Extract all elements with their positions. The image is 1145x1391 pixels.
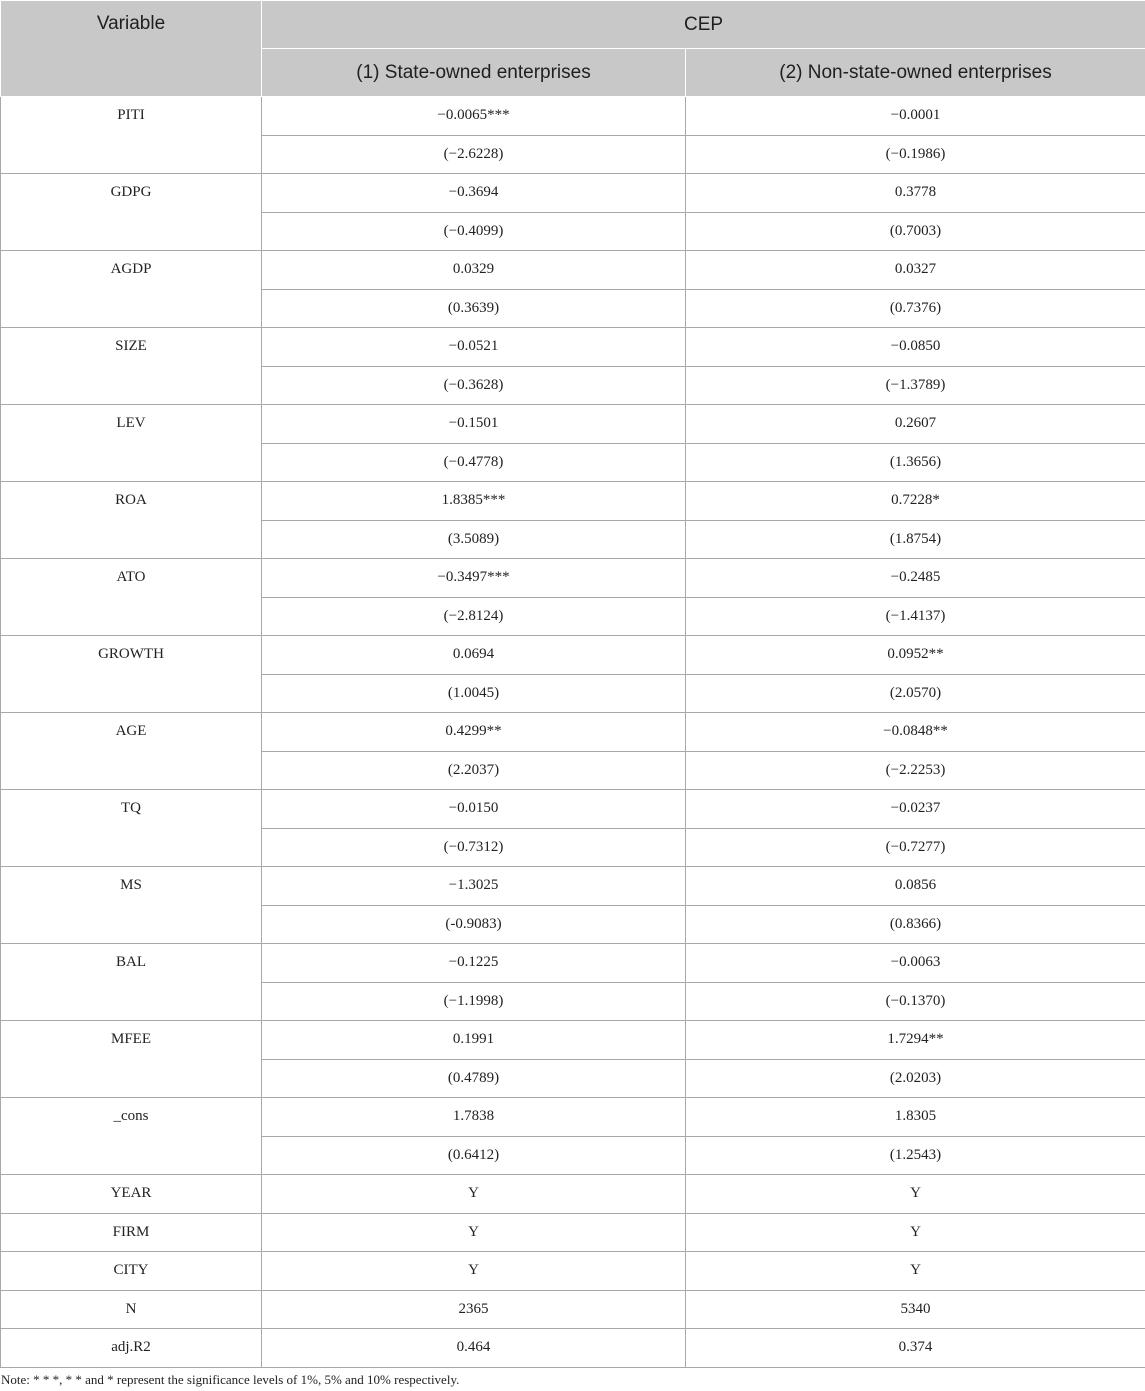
table-row — [1, 1175, 1145, 1214]
coefficient-state-owned: −0.0150 — [262, 790, 686, 829]
t-stat-state-owned: (−1.1998) — [262, 982, 686, 1021]
t-stat-non-state-owned: (0.7376) — [686, 289, 1145, 328]
variable-name: MFEE — [1, 1021, 262, 1098]
table-note: Note: * * *, * * and * represent the significance levels of 1%, 5% and 10% respectively. — [1, 1372, 460, 1387]
t-stat-state-owned: (−0.3628) — [262, 366, 686, 405]
table-row — [1, 97, 1145, 136]
table-row — [1, 1021, 1145, 1060]
variable-name: MS — [1, 867, 262, 944]
coefficient-state-owned: −0.0521 — [262, 328, 686, 367]
value-state-owned: 2365 — [262, 1290, 686, 1329]
t-stat-non-state-owned: (0.8366) — [686, 905, 1145, 944]
t-stat-non-state-owned: (−2.2253) — [686, 751, 1145, 790]
variable-name: PITI — [1, 97, 262, 174]
table-row — [1, 1252, 1145, 1291]
coefficient-state-owned: 1.8385*** — [262, 482, 686, 521]
variable-name: TQ — [1, 790, 262, 867]
coefficient-state-owned: 1.7838 — [262, 1098, 686, 1137]
variable-name: adj.R2 — [1, 1329, 262, 1368]
t-stat-non-state-owned: (0.7003) — [686, 212, 1145, 251]
value-non-state-owned: Y — [686, 1213, 1145, 1252]
value-non-state-owned: 5340 — [686, 1290, 1145, 1329]
header-col-non-state-owned: (2) Non-state-owned enterprises — [686, 49, 1145, 97]
t-stat-non-state-owned: (−1.3789) — [686, 366, 1145, 405]
table-row — [1, 482, 1145, 521]
coefficient-non-state-owned: −0.0063 — [686, 944, 1145, 983]
table-row — [1, 559, 1145, 598]
t-stat-non-state-owned: (2.0570) — [686, 674, 1145, 713]
coefficient-non-state-owned: 0.2607 — [686, 405, 1145, 444]
coefficient-state-owned: −0.0065*** — [262, 97, 686, 136]
t-stat-state-owned: (3.5089) — [262, 520, 686, 559]
table-row — [1, 713, 1145, 752]
coefficient-state-owned: −0.3497*** — [262, 559, 686, 598]
t-stat-state-owned: (0.6412) — [262, 1136, 686, 1175]
coefficient-non-state-owned: 1.7294** — [686, 1021, 1145, 1060]
t-stat-state-owned: (−2.8124) — [262, 597, 686, 636]
t-stat-state-owned: (0.3639) — [262, 289, 686, 328]
variable-name: AGE — [1, 713, 262, 790]
coefficient-state-owned: −0.1225 — [262, 944, 686, 983]
t-stat-state-owned: (2.2037) — [262, 751, 686, 790]
variable-name: _cons — [1, 1098, 262, 1175]
coefficient-state-owned: 0.1991 — [262, 1021, 686, 1060]
coefficient-state-owned: −1.3025 — [262, 867, 686, 906]
t-stat-state-owned: (0.4789) — [262, 1059, 686, 1098]
t-stat-non-state-owned: (1.8754) — [686, 520, 1145, 559]
header-col-state-owned: (1) State-owned enterprises — [262, 49, 686, 97]
coefficient-state-owned: 0.0694 — [262, 636, 686, 675]
coefficient-state-owned: 0.0329 — [262, 251, 686, 290]
table-row — [1, 790, 1145, 829]
coefficient-non-state-owned: 0.0856 — [686, 867, 1145, 906]
value-state-owned: Y — [262, 1252, 686, 1291]
t-stat-non-state-owned: (1.2543) — [686, 1136, 1145, 1175]
variable-name: AGDP — [1, 251, 262, 328]
t-stat-state-owned: (1.0045) — [262, 674, 686, 713]
t-stat-state-owned: (−0.4778) — [262, 443, 686, 482]
table-row — [1, 328, 1145, 367]
coefficient-state-owned: 0.4299** — [262, 713, 686, 752]
t-stat-non-state-owned: (1.3656) — [686, 443, 1145, 482]
variable-name: ROA — [1, 482, 262, 559]
coefficient-non-state-owned: −0.0237 — [686, 790, 1145, 829]
coefficient-non-state-owned: −0.0850 — [686, 328, 1145, 367]
t-stat-non-state-owned: (−0.1986) — [686, 135, 1145, 174]
variable-name: YEAR — [1, 1175, 262, 1214]
t-stat-state-owned: (−0.7312) — [262, 828, 686, 867]
coefficient-non-state-owned: −0.0848** — [686, 713, 1145, 752]
table-row — [1, 405, 1145, 444]
table-row — [1, 251, 1145, 290]
value-non-state-owned: Y — [686, 1175, 1145, 1214]
coefficient-non-state-owned: 0.0952** — [686, 636, 1145, 675]
table-row — [1, 1290, 1145, 1329]
t-stat-state-owned: (−0.4099) — [262, 212, 686, 251]
coefficient-non-state-owned: 0.0327 — [686, 251, 1145, 290]
variable-name: FIRM — [1, 1213, 262, 1252]
variable-name: CITY — [1, 1252, 262, 1291]
coefficient-non-state-owned: −0.0001 — [686, 97, 1145, 136]
table-row — [1, 867, 1145, 906]
variable-name: N — [1, 1290, 262, 1329]
value-non-state-owned: 0.374 — [686, 1329, 1145, 1368]
variable-name: GROWTH — [1, 636, 262, 713]
table-row — [1, 636, 1145, 675]
value-state-owned: Y — [262, 1175, 686, 1214]
t-stat-state-owned: (−2.6228) — [262, 135, 686, 174]
t-stat-non-state-owned: (−0.7277) — [686, 828, 1145, 867]
header-group-cep: CEP — [262, 1, 1145, 49]
table-row — [1, 1329, 1145, 1368]
t-stat-non-state-owned: (2.0203) — [686, 1059, 1145, 1098]
coefficient-state-owned: −0.3694 — [262, 174, 686, 213]
coefficient-non-state-owned: 0.7228* — [686, 482, 1145, 521]
coefficient-state-owned: −0.1501 — [262, 405, 686, 444]
t-stat-non-state-owned: (−0.1370) — [686, 982, 1145, 1021]
variable-name: BAL — [1, 944, 262, 1021]
header-variable: Variable — [1, 1, 262, 97]
variable-name: ATO — [1, 559, 262, 636]
variable-name: GDPG — [1, 174, 262, 251]
variable-name: SIZE — [1, 328, 262, 405]
table-row — [1, 174, 1145, 213]
table-row — [1, 944, 1145, 983]
value-non-state-owned: Y — [686, 1252, 1145, 1291]
table-header — [1, 1, 1145, 97]
value-state-owned: Y — [262, 1213, 686, 1252]
variable-name: LEV — [1, 405, 262, 482]
coefficient-non-state-owned: 0.3778 — [686, 174, 1145, 213]
table-row — [1, 1213, 1145, 1252]
table-body — [1, 97, 1145, 1368]
value-state-owned: 0.464 — [262, 1329, 686, 1368]
table-row — [1, 1098, 1145, 1137]
t-stat-non-state-owned: (−1.4137) — [686, 597, 1145, 636]
t-stat-state-owned: (-0.9083) — [262, 905, 686, 944]
coefficient-non-state-owned: −0.2485 — [686, 559, 1145, 598]
coefficient-non-state-owned: 1.8305 — [686, 1098, 1145, 1137]
